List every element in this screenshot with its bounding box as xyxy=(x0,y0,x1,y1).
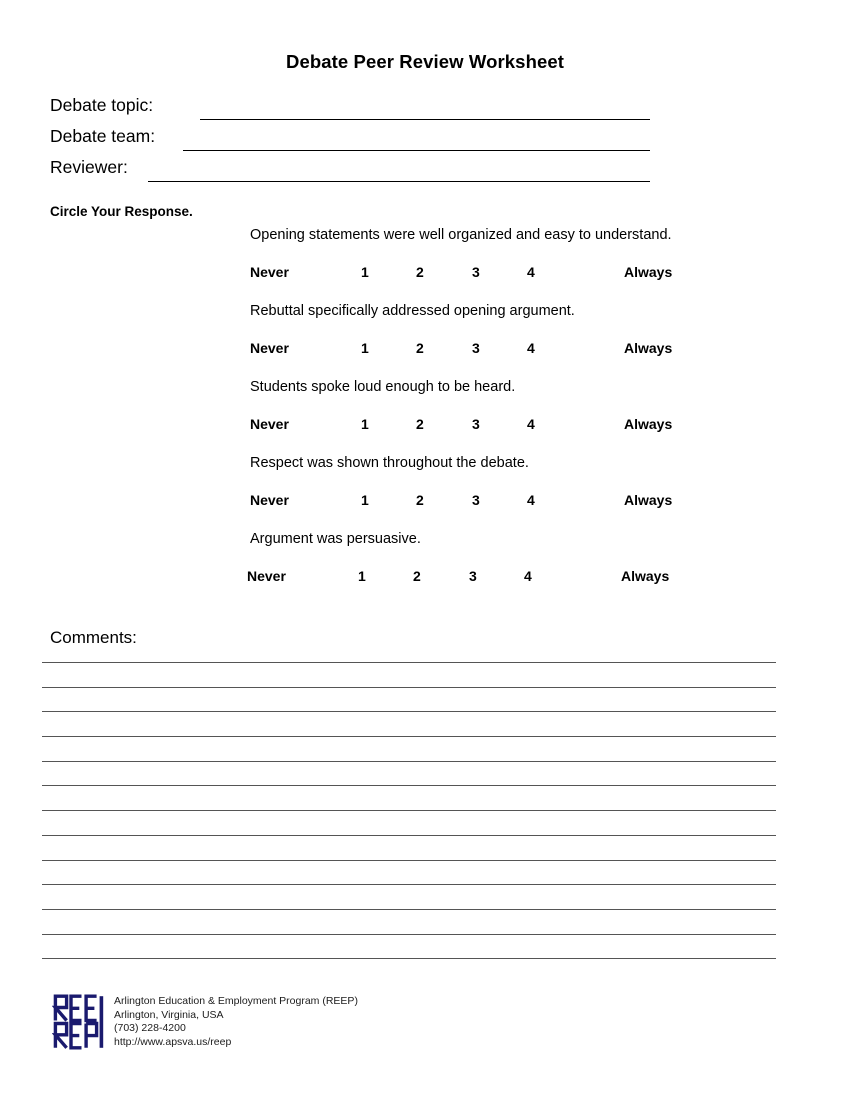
field-row-debate-topic xyxy=(50,95,750,126)
scale-label-always: Always xyxy=(624,416,673,432)
scale-option-2[interactable]: 2 xyxy=(416,264,424,280)
reep-logo-icon xyxy=(52,993,108,1051)
comments-label: Comments: xyxy=(50,628,137,647)
footer xyxy=(52,993,358,1051)
comment-line[interactable] xyxy=(42,687,776,688)
rating-scale[interactable] xyxy=(250,416,810,454)
rating-scale[interactable] xyxy=(250,492,810,530)
page-title: Debate Peer Review Worksheet xyxy=(285,51,565,72)
scale-label-never: Never xyxy=(250,416,289,432)
comment-line[interactable] xyxy=(42,785,776,786)
reviewer-write-line[interactable] xyxy=(148,181,650,182)
scale-option-4[interactable]: 4 xyxy=(527,492,535,508)
debate-topic-write-line[interactable] xyxy=(200,119,650,120)
scale-label-always: Always xyxy=(624,492,673,508)
scale-option-1[interactable]: 1 xyxy=(358,568,366,584)
question-item xyxy=(247,530,810,606)
scale-option-1[interactable]: 1 xyxy=(361,264,369,280)
scale-label-never: Never xyxy=(247,568,286,584)
reviewer-label: Reviewer: xyxy=(50,157,128,177)
field-row-debate-team xyxy=(50,126,750,157)
scale-label-never: Never xyxy=(250,492,289,508)
debate-team-write-line[interactable] xyxy=(183,150,650,151)
comment-line[interactable] xyxy=(42,761,776,762)
comment-line[interactable] xyxy=(42,711,776,712)
field-row-reviewer xyxy=(50,157,750,188)
scale-option-3[interactable]: 3 xyxy=(472,416,480,432)
scale-option-3[interactable]: 3 xyxy=(469,568,477,584)
question-text: Respect was shown throughout the debate. xyxy=(250,455,529,471)
scale-option-3[interactable]: 3 xyxy=(472,340,480,356)
scale-option-3[interactable]: 3 xyxy=(472,264,480,280)
scale-option-4[interactable]: 4 xyxy=(527,340,535,356)
scale-option-4[interactable]: 4 xyxy=(527,264,535,280)
scale-option-2[interactable]: 2 xyxy=(413,568,421,584)
scale-option-1[interactable]: 1 xyxy=(361,416,369,432)
question-text: Rebuttal specifically addressed opening argument. xyxy=(250,303,575,319)
comment-line[interactable] xyxy=(42,909,776,910)
rating-scale[interactable] xyxy=(250,340,810,378)
comment-line[interactable] xyxy=(42,810,776,811)
rating-scale[interactable] xyxy=(247,568,810,606)
question-item xyxy=(250,226,810,302)
debate-team-label: Debate team: xyxy=(50,126,156,146)
rating-scale[interactable] xyxy=(250,264,810,302)
scale-option-1[interactable]: 1 xyxy=(361,340,369,356)
scale-option-2[interactable]: 2 xyxy=(416,492,424,508)
footer-location: Arlington, Virginia, USA xyxy=(114,1008,224,1021)
comments-write-area[interactable] xyxy=(42,662,776,983)
footer-website[interactable]: http://www.apsva.us/reep xyxy=(114,1035,232,1048)
comment-line[interactable] xyxy=(42,835,776,836)
comment-line[interactable] xyxy=(42,736,776,737)
comment-line[interactable] xyxy=(42,860,776,861)
footer-text-block xyxy=(114,995,358,1049)
question-text: Argument was persuasive. xyxy=(250,531,421,547)
scale-option-1[interactable]: 1 xyxy=(361,492,369,508)
scale-option-4[interactable]: 4 xyxy=(527,416,535,432)
scale-label-always: Always xyxy=(624,340,673,356)
scale-option-4[interactable]: 4 xyxy=(524,568,532,584)
footer-organization: Arlington Education & Employment Program (REEP) xyxy=(114,995,358,1007)
instructions-heading: Circle Your Response. xyxy=(50,204,193,219)
scale-label-always: Always xyxy=(621,568,670,584)
question-text: Students spoke loud enough to be heard. xyxy=(250,379,516,395)
comment-line[interactable] xyxy=(42,934,776,935)
question-item xyxy=(250,378,810,454)
scale-option-2[interactable]: 2 xyxy=(416,416,424,432)
scale-option-3[interactable]: 3 xyxy=(472,492,480,508)
comment-line[interactable] xyxy=(42,884,776,885)
scale-label-never: Never xyxy=(250,264,289,280)
question-item xyxy=(250,454,810,530)
question-text: Opening statements were well organized and easy to understand. xyxy=(250,227,672,243)
footer-phone: (703) 228-4200 xyxy=(114,1022,186,1034)
scale-option-2[interactable]: 2 xyxy=(416,340,424,356)
comment-line[interactable] xyxy=(42,958,776,959)
scale-label-never: Never xyxy=(250,340,289,356)
debate-topic-label: Debate topic: xyxy=(50,95,154,115)
scale-label-always: Always xyxy=(624,264,673,280)
comment-line[interactable] xyxy=(42,662,776,663)
header-fields xyxy=(50,95,750,188)
question-list xyxy=(247,226,810,606)
question-item xyxy=(250,302,810,378)
